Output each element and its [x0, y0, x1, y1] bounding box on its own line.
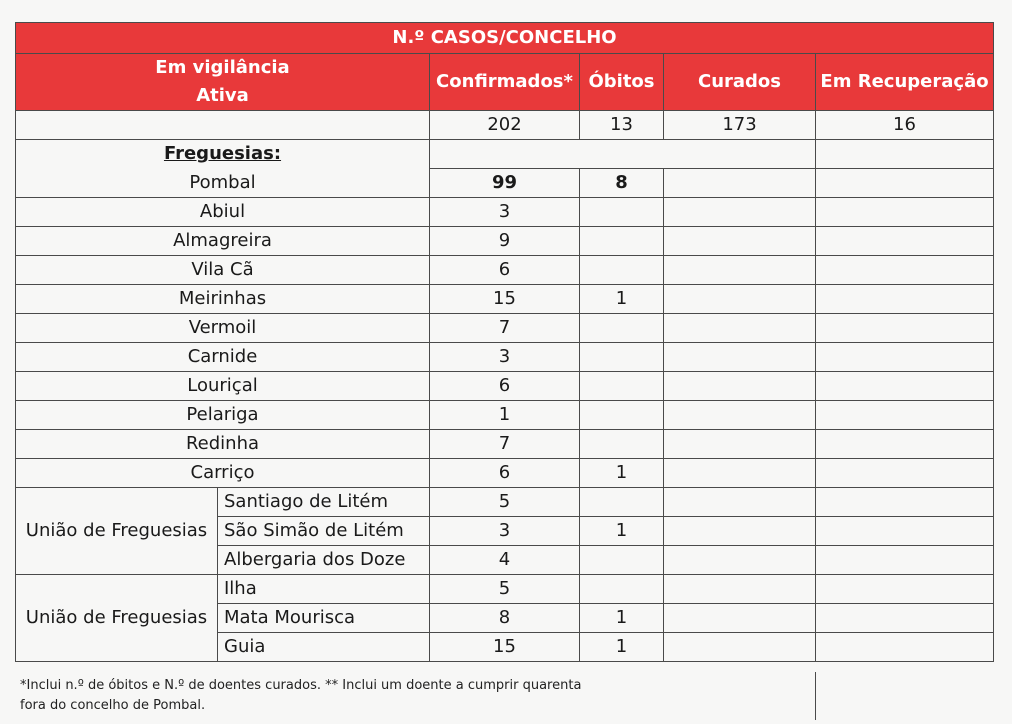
freguesia-confirmados: 15	[430, 285, 580, 314]
freguesia-curados	[664, 430, 816, 459]
table-title: N.º CASOS/CONCELHO	[16, 23, 994, 54]
union-member-confirmados: 3	[430, 517, 580, 546]
table-row	[16, 285, 994, 314]
header-confirmados: Confirmados*	[430, 54, 580, 111]
freguesia-obitos	[580, 198, 664, 227]
freguesia-obitos	[580, 343, 664, 372]
union-member-obitos: 1	[580, 633, 664, 662]
union-member-recuperacao	[816, 488, 994, 517]
union-row	[16, 575, 994, 604]
column-extension-line	[815, 672, 816, 720]
total-recuperacao: 16	[816, 111, 994, 140]
totals-vigilancia-cell	[16, 111, 430, 140]
union-member-name: São Simão de Litém	[218, 517, 430, 546]
freguesia-name: Vila Cã	[16, 256, 430, 285]
table-row	[16, 430, 994, 459]
freguesia-confirmados: 7	[430, 430, 580, 459]
freguesia-confirmados: 3	[430, 343, 580, 372]
freguesia-curados	[664, 459, 816, 488]
freguesia-obitos	[580, 430, 664, 459]
header-obitos: Óbitos	[580, 54, 664, 111]
freguesia-confirmados: 9	[430, 227, 580, 256]
freguesia-confirmados: 1	[430, 401, 580, 430]
freguesia-obitos: 8	[580, 169, 664, 198]
union-member-name: Mata Mourisca	[218, 604, 430, 633]
freguesia-name: Almagreira	[16, 227, 430, 256]
union-member-obitos: 1	[580, 517, 664, 546]
freguesia-name: Abiul	[16, 198, 430, 227]
freguesias-label: Freguesias:	[163, 143, 282, 165]
freguesia-recuperacao	[816, 198, 994, 227]
freguesia-recuperacao	[816, 169, 994, 198]
freguesia-curados	[664, 314, 816, 343]
freguesias-empty-cell	[430, 140, 816, 169]
cases-document	[15, 22, 994, 662]
union-member-recuperacao	[816, 546, 994, 575]
header-vigilancia-line2: Ativa	[16, 82, 430, 111]
header-curados: Curados	[664, 54, 816, 111]
freguesia-confirmados: 7	[430, 314, 580, 343]
freguesia-curados	[664, 285, 816, 314]
freguesia-obitos	[580, 227, 664, 256]
freguesia-curados	[664, 343, 816, 372]
union-member-confirmados: 5	[430, 488, 580, 517]
freguesia-recuperacao	[816, 285, 994, 314]
table-row	[16, 198, 994, 227]
freguesia-name: Redinha	[16, 430, 430, 459]
freguesia-recuperacao	[816, 314, 994, 343]
total-curados: 173	[664, 111, 816, 140]
freguesia-recuperacao	[816, 430, 994, 459]
union-member-name: Albergaria dos Doze	[218, 546, 430, 575]
freguesia-name: Louriçal	[16, 372, 430, 401]
header-vigilancia-line1: Em vigilância	[16, 54, 430, 83]
union-member-curados	[664, 633, 816, 662]
freguesia-confirmados: 6	[430, 372, 580, 401]
freguesia-name: Carnide	[16, 343, 430, 372]
union-member-confirmados: 4	[430, 546, 580, 575]
table-row	[16, 256, 994, 285]
union-member-curados	[664, 517, 816, 546]
freguesia-confirmados: 6	[430, 459, 580, 488]
union-member-obitos: 1	[580, 604, 664, 633]
freguesia-name: Pombal	[16, 169, 430, 198]
table-row	[16, 459, 994, 488]
footnote	[20, 676, 700, 716]
freguesia-obitos	[580, 372, 664, 401]
freguesias-empty-cell-right	[816, 140, 994, 169]
freguesia-recuperacao	[816, 227, 994, 256]
freguesia-recuperacao	[816, 256, 994, 285]
union-member-name: Guia	[218, 633, 430, 662]
union-member-obitos	[580, 488, 664, 517]
freguesia-recuperacao	[816, 372, 994, 401]
union-label: União de Freguesias	[16, 488, 218, 575]
union-member-confirmados: 5	[430, 575, 580, 604]
header-recuperacao: Em Recuperação	[816, 54, 994, 111]
freguesia-curados	[664, 256, 816, 285]
table-row	[16, 372, 994, 401]
union-member-obitos	[580, 575, 664, 604]
union-member-confirmados: 15	[430, 633, 580, 662]
cases-table	[15, 22, 994, 662]
union-member-curados	[664, 546, 816, 575]
total-obitos: 13	[580, 111, 664, 140]
union-row	[16, 488, 994, 517]
union-member-obitos	[580, 546, 664, 575]
union-member-recuperacao	[816, 575, 994, 604]
freguesia-curados	[664, 198, 816, 227]
footnote-line2: fora do concelho de Pombal.	[20, 698, 206, 713]
freguesia-name: Vermoil	[16, 314, 430, 343]
union-member-name: Ilha	[218, 575, 430, 604]
union-member-recuperacao	[816, 604, 994, 633]
union-member-recuperacao	[816, 517, 994, 546]
freguesia-curados	[664, 227, 816, 256]
freguesia-obitos	[580, 401, 664, 430]
freguesia-recuperacao	[816, 401, 994, 430]
freguesia-recuperacao	[816, 343, 994, 372]
union-member-curados	[664, 575, 816, 604]
freguesia-curados	[664, 401, 816, 430]
freguesia-obitos	[580, 314, 664, 343]
freguesia-name: Carriço	[16, 459, 430, 488]
freguesias-header-row	[16, 140, 994, 169]
table-row	[16, 401, 994, 430]
freguesia-recuperacao	[816, 459, 994, 488]
union-member-curados	[664, 488, 816, 517]
freguesia-name: Meirinhas	[16, 285, 430, 314]
freguesia-confirmados: 6	[430, 256, 580, 285]
union-member-name: Santiago de Litém	[218, 488, 430, 517]
freguesia-confirmados: 3	[430, 198, 580, 227]
total-confirmados: 202	[430, 111, 580, 140]
table-row	[16, 343, 994, 372]
freguesia-curados	[664, 372, 816, 401]
union-member-recuperacao	[816, 633, 994, 662]
freguesia-name: Pelariga	[16, 401, 430, 430]
totals-row	[16, 111, 994, 140]
table-row	[16, 314, 994, 343]
footnote-line1: *Inclui n.º de óbitos e N.º de doentes curados. ** Inclui um doente a cumprir quarenta	[20, 678, 582, 693]
freguesia-confirmados: 99	[430, 169, 580, 198]
union-member-curados	[664, 604, 816, 633]
freguesias-label-cell	[16, 140, 430, 169]
freguesia-obitos: 1	[580, 285, 664, 314]
freguesia-curados	[664, 169, 816, 198]
table-row	[16, 227, 994, 256]
union-member-confirmados: 8	[430, 604, 580, 633]
table-row	[16, 169, 994, 198]
freguesia-obitos	[580, 256, 664, 285]
freguesia-obitos: 1	[580, 459, 664, 488]
union-label: União de Freguesias	[16, 575, 218, 662]
